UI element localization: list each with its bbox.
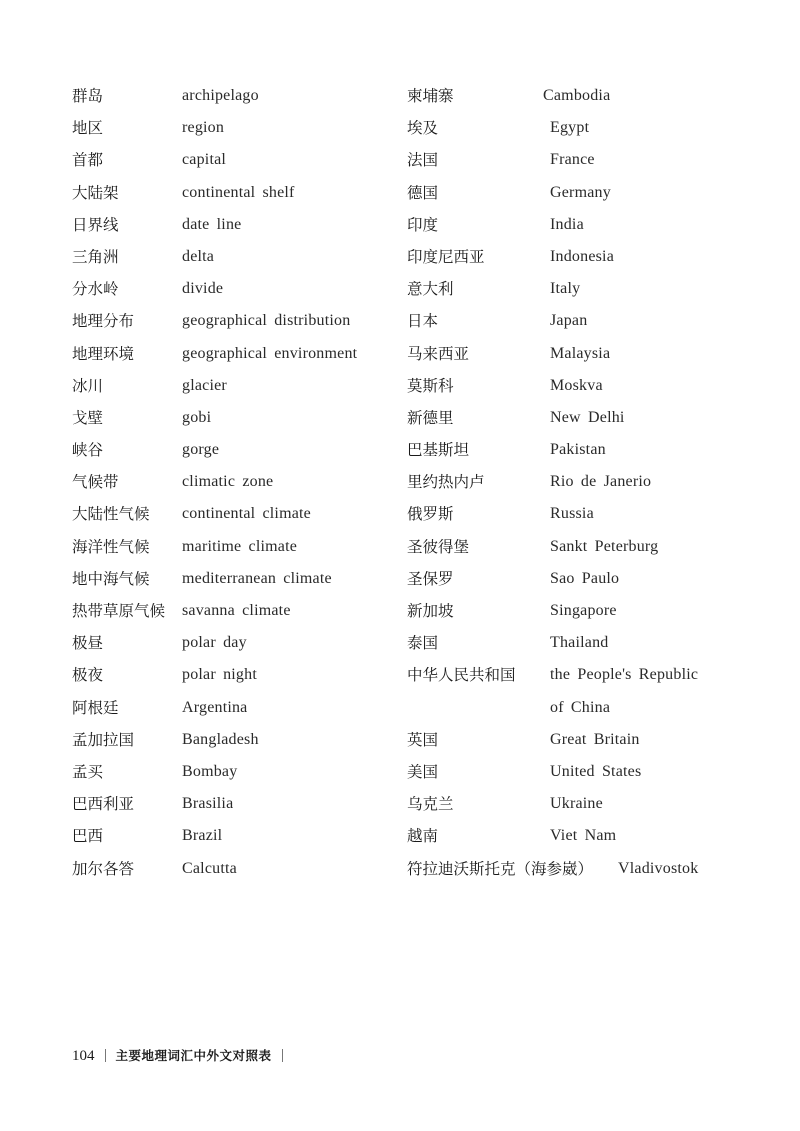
term-chinese: 德国 bbox=[407, 183, 439, 202]
term-english: continental shelf bbox=[182, 183, 295, 201]
term-english: Sao Paulo bbox=[550, 569, 620, 587]
term-chinese: 阿根廷 bbox=[72, 698, 119, 717]
term-english: Cambodia bbox=[543, 87, 611, 104]
term-chinese: 越南 bbox=[407, 827, 439, 846]
glossary-row bbox=[407, 595, 787, 627]
glossary-row bbox=[407, 177, 787, 209]
term-english: Egypt bbox=[550, 119, 590, 137]
term-chinese: 海洋性气候 bbox=[72, 537, 150, 556]
glossary-row bbox=[72, 144, 392, 176]
glossary-row bbox=[72, 498, 392, 530]
term-english: Vladivostok bbox=[618, 859, 699, 877]
glossary-row bbox=[72, 305, 392, 337]
term-english: Bangladesh bbox=[182, 730, 259, 748]
glossary-row bbox=[407, 305, 787, 337]
term-chinese: 新加坡 bbox=[407, 602, 454, 620]
glossary-row bbox=[72, 724, 392, 756]
term-english: geographical environment bbox=[182, 344, 358, 362]
glossary-row bbox=[72, 402, 392, 434]
term-english: Malaysia bbox=[550, 344, 611, 362]
glossary-row bbox=[72, 466, 392, 498]
glossary-row bbox=[72, 370, 392, 402]
glossary-row bbox=[407, 338, 787, 370]
term-english: glacier bbox=[182, 376, 227, 394]
term-english: Sankt Peterburg bbox=[550, 537, 659, 555]
glossary-row bbox=[407, 466, 787, 498]
term-chinese: 戈壁 bbox=[72, 408, 104, 427]
term-chinese: 新德里 bbox=[407, 408, 454, 427]
term-english: Italy bbox=[550, 280, 581, 298]
term-chinese: 气候带 bbox=[72, 473, 119, 492]
term-english: Rio de Janerio bbox=[550, 473, 652, 491]
term-english: polar night bbox=[182, 666, 257, 684]
term-chinese: 冰川 bbox=[72, 376, 104, 395]
footer-divider bbox=[105, 1049, 106, 1062]
term-english: archipelago bbox=[182, 87, 259, 104]
term-chinese: 美国 bbox=[407, 762, 439, 781]
term-english: Indonesia bbox=[550, 247, 615, 265]
term-chinese: 地理分布 bbox=[72, 312, 135, 331]
term-english: Germany bbox=[550, 183, 611, 201]
term-english: continental climate bbox=[182, 505, 311, 523]
term-chinese: 巴西 bbox=[72, 827, 104, 846]
term-chinese: 孟加拉国 bbox=[72, 730, 135, 749]
term-english: gobi bbox=[182, 408, 212, 426]
term-chinese: 印度尼西亚 bbox=[407, 247, 485, 266]
glossary-row bbox=[407, 756, 787, 788]
term-chinese: 符拉迪沃斯托克（海参崴） bbox=[407, 859, 594, 878]
term-english: divide bbox=[182, 280, 224, 298]
term-chinese: 莫斯科 bbox=[407, 376, 454, 395]
glossary-left-column bbox=[72, 80, 392, 885]
term-english: New Delhi bbox=[550, 408, 625, 426]
term-english: of China bbox=[550, 698, 611, 716]
glossary-row bbox=[72, 853, 392, 885]
term-english: Argentina bbox=[182, 698, 248, 716]
term-english: Brasilia bbox=[182, 795, 234, 813]
term-chinese: 日界线 bbox=[72, 215, 119, 234]
term-english: maritime climate bbox=[182, 537, 298, 555]
term-chinese: 乌克兰 bbox=[407, 795, 454, 814]
term-chinese: 首都 bbox=[72, 151, 104, 170]
term-english: region bbox=[182, 119, 225, 137]
glossary-row-continuation bbox=[407, 692, 787, 724]
term-chinese: 地中海气候 bbox=[72, 569, 150, 588]
glossary-row bbox=[407, 273, 787, 305]
glossary-row bbox=[407, 434, 787, 466]
glossary-row bbox=[407, 788, 787, 820]
term-chinese: 群岛 bbox=[72, 87, 104, 105]
glossary-row bbox=[407, 241, 787, 273]
term-english: geographical distribution bbox=[182, 312, 351, 330]
term-english: Calcutta bbox=[182, 859, 237, 877]
glossary-row bbox=[407, 370, 787, 402]
glossary-row bbox=[72, 338, 392, 370]
term-chinese: 日本 bbox=[407, 312, 439, 331]
term-chinese: 里约热内卢 bbox=[407, 473, 485, 492]
footer-divider bbox=[282, 1049, 283, 1062]
term-chinese: 法国 bbox=[407, 151, 439, 170]
page-footer bbox=[72, 1043, 293, 1067]
term-english: Pakistan bbox=[550, 441, 606, 459]
term-chinese: 大陆性气候 bbox=[72, 505, 150, 524]
term-english: Thailand bbox=[550, 634, 609, 652]
term-english: Moskva bbox=[550, 376, 603, 394]
term-english: Russia bbox=[550, 505, 594, 523]
term-english: Bombay bbox=[182, 762, 238, 780]
glossary-row bbox=[72, 177, 392, 209]
term-chinese: 大陆架 bbox=[72, 183, 119, 202]
glossary-row bbox=[72, 273, 392, 305]
glossary-row bbox=[72, 820, 392, 852]
running-title: 主要地理词汇中外文对照表 bbox=[115, 1047, 272, 1063]
term-chinese: 巴西利亚 bbox=[72, 795, 135, 814]
term-chinese: 俄罗斯 bbox=[407, 505, 454, 524]
term-english: France bbox=[550, 151, 595, 169]
term-english: United States bbox=[550, 762, 642, 780]
glossary-row bbox=[72, 756, 392, 788]
term-chinese: 峡谷 bbox=[72, 441, 104, 460]
glossary-row bbox=[407, 563, 787, 595]
page-number: 104 bbox=[72, 1047, 95, 1064]
glossary-row bbox=[72, 434, 392, 466]
term-chinese: 极夜 bbox=[72, 666, 104, 685]
glossary-row bbox=[72, 80, 392, 112]
glossary-row bbox=[72, 563, 392, 595]
term-english: capital bbox=[182, 151, 227, 169]
glossary-row bbox=[407, 144, 787, 176]
term-chinese: 极昼 bbox=[72, 634, 104, 653]
term-chinese: 圣保罗 bbox=[407, 569, 454, 588]
term-chinese: 埃及 bbox=[407, 119, 439, 138]
term-english: Brazil bbox=[182, 827, 223, 845]
glossary-row bbox=[407, 724, 787, 756]
term-chinese: 巴基斯坦 bbox=[407, 441, 470, 460]
glossary-row bbox=[72, 788, 392, 820]
glossary-row bbox=[407, 531, 787, 563]
term-chinese: 意大利 bbox=[407, 280, 454, 299]
glossary-row bbox=[72, 595, 392, 627]
term-chinese: 柬埔寨 bbox=[407, 87, 454, 105]
term-chinese: 热带草原气候 bbox=[72, 602, 166, 620]
glossary-row bbox=[407, 402, 787, 434]
glossary-row bbox=[407, 853, 787, 885]
term-chinese: 地理环境 bbox=[72, 344, 135, 363]
term-english: delta bbox=[182, 247, 215, 265]
glossary-row bbox=[72, 531, 392, 563]
glossary-row bbox=[72, 209, 392, 241]
glossary-row bbox=[72, 627, 392, 659]
glossary-row bbox=[72, 692, 392, 724]
term-english: Japan bbox=[550, 312, 588, 330]
term-chinese: 泰国 bbox=[407, 634, 439, 653]
glossary-right-column bbox=[407, 80, 787, 885]
term-english: polar day bbox=[182, 634, 247, 652]
glossary-row bbox=[407, 627, 787, 659]
term-chinese: 三角洲 bbox=[72, 247, 119, 266]
glossary-row bbox=[407, 498, 787, 530]
term-chinese: 印度 bbox=[407, 215, 439, 234]
term-english: savanna climate bbox=[182, 602, 291, 619]
term-chinese: 马来西亚 bbox=[407, 344, 470, 363]
term-english: Singapore bbox=[550, 602, 617, 619]
glossary-row bbox=[72, 659, 392, 691]
glossary-row bbox=[407, 659, 787, 691]
glossary-row bbox=[407, 80, 787, 112]
term-english: the People's Republic bbox=[550, 666, 699, 684]
term-english: climatic zone bbox=[182, 473, 274, 491]
term-english: date line bbox=[182, 215, 242, 233]
term-chinese: 地区 bbox=[72, 119, 104, 138]
term-chinese: 圣彼得堡 bbox=[407, 537, 470, 556]
term-english: Ukraine bbox=[550, 795, 603, 813]
term-chinese: 英国 bbox=[407, 730, 439, 749]
glossary-row bbox=[407, 820, 787, 852]
term-chinese: 中华人民共和国 bbox=[407, 666, 516, 685]
term-english: Viet Nam bbox=[550, 827, 617, 845]
term-english: Great Britain bbox=[550, 730, 640, 748]
glossary-row bbox=[72, 112, 392, 144]
glossary-row bbox=[407, 112, 787, 144]
term-english: India bbox=[550, 215, 584, 233]
glossary-row bbox=[407, 209, 787, 241]
term-chinese: 加尔各答 bbox=[72, 859, 135, 878]
term-english: mediterranean climate bbox=[182, 569, 332, 587]
glossary-row bbox=[72, 241, 392, 273]
term-chinese: 孟买 bbox=[72, 762, 104, 781]
term-english: gorge bbox=[182, 441, 220, 459]
term-chinese: 分水岭 bbox=[72, 280, 119, 299]
